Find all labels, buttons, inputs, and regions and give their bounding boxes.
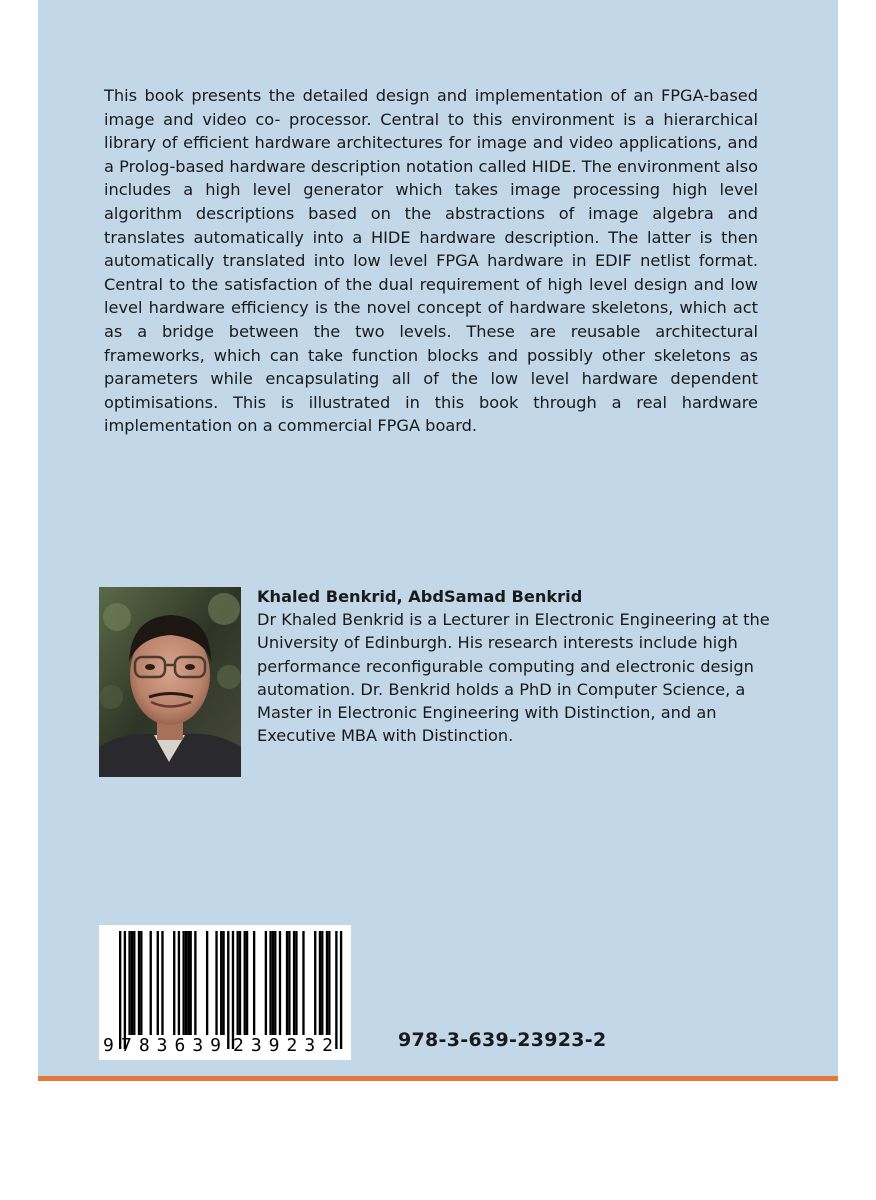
accent-band [38, 1076, 838, 1081]
barcode-bar [279, 931, 281, 1035]
barcode-bar [314, 931, 316, 1035]
author-names: Khaled Benkrid, AbdSamad Benkrid [257, 587, 583, 606]
barcode-digit-lead: 9 [103, 1035, 114, 1056]
barcode-bar [293, 931, 295, 1035]
barcode-bar [286, 931, 288, 1035]
barcode-bar [187, 931, 189, 1035]
barcode-bar [131, 931, 133, 1035]
barcode-bar [335, 931, 337, 1049]
barcode-bar [222, 931, 224, 1035]
author-bio: Dr Khaled Benkrid is a Lecturer in Electronic Engineering at the University of Edinburgh. His research interests include high performance reconfigurable computing and electronic design automation. Dr. Benkrid holds a PhD in Computer Science, a Master in Electronic Engineering with Distinction, and an Executive MBA with Distinction. [257, 610, 770, 746]
barcode-bar [340, 931, 342, 1049]
barcode-bar [239, 931, 241, 1035]
barcode-bar [178, 931, 180, 1035]
isbn-number: 978-3-639-23923-2 [398, 1029, 607, 1051]
barcode-bar [265, 931, 267, 1035]
barcode-bar [326, 931, 328, 1035]
book-description: This book presents the detailed design and implementation of an FPGA-based image and video co- processor. Central to this environment is a hierarchical library of efficient hardware architectures for image and video applications, and a Prolog-based hardware description notation called HIDE. The environment also includes a high level generator which takes image processing high level algorithm descriptions based on the abstractions of image algebra and translates automatically into a HIDE hardware description. The latter is then automatically translated into low level FPGA hardware in EDIF netlist format. Central to the satisfaction of the dual requirement of high level design and low level hardware efficiency is the novel concept of hardware skeletons, which act as a bridge between the two levels. These are reusable architectural frameworks, which can take function blocks and possibly other skeletons as parameters while encapsulating all of the low level hardware dependent optimisations. This is illustrated in this book through a real hardware implementation on a commercial FPGA board. [104, 86, 758, 436]
barcode-bar [269, 931, 271, 1035]
author-section [257, 585, 797, 747]
barcode-bar [119, 931, 121, 1049]
barcode-bar [128, 931, 130, 1035]
barcode-bar [150, 931, 152, 1035]
barcode-digits-right: 239232 [233, 1035, 333, 1056]
barcode-bar [124, 931, 126, 1049]
barcode-bar [302, 931, 304, 1035]
barcode-bar [319, 931, 321, 1035]
barcode-bar [232, 931, 234, 1049]
barcode-bar [190, 931, 192, 1035]
barcode-bar [253, 931, 255, 1035]
barcode-bar [220, 931, 222, 1035]
barcode-bar [140, 931, 142, 1035]
barcode-bar [295, 931, 297, 1035]
barcode-bar [237, 931, 239, 1035]
barcode-bar [133, 931, 135, 1035]
barcode-bar [246, 931, 248, 1035]
barcode-bar [157, 931, 159, 1035]
barcode-bar [321, 931, 323, 1035]
barcode-bar [215, 931, 217, 1035]
barcode-bar [274, 931, 276, 1035]
barcode-bar [328, 931, 330, 1035]
barcode-bar [194, 931, 196, 1035]
barcode-bar [185, 931, 187, 1035]
isbn-barcode [99, 925, 351, 1060]
barcode-bar [288, 931, 290, 1035]
barcode-bar [206, 931, 208, 1035]
barcode-bar [227, 931, 229, 1049]
author-photo [99, 587, 241, 777]
barcode-bar [138, 931, 140, 1035]
barcode-bar [161, 931, 163, 1035]
barcode-bar [244, 931, 246, 1035]
barcode-bar [173, 931, 175, 1035]
barcode-bar [182, 931, 184, 1035]
barcode-bar [272, 931, 274, 1035]
barcode-digits-left: 783639 [121, 1035, 221, 1056]
